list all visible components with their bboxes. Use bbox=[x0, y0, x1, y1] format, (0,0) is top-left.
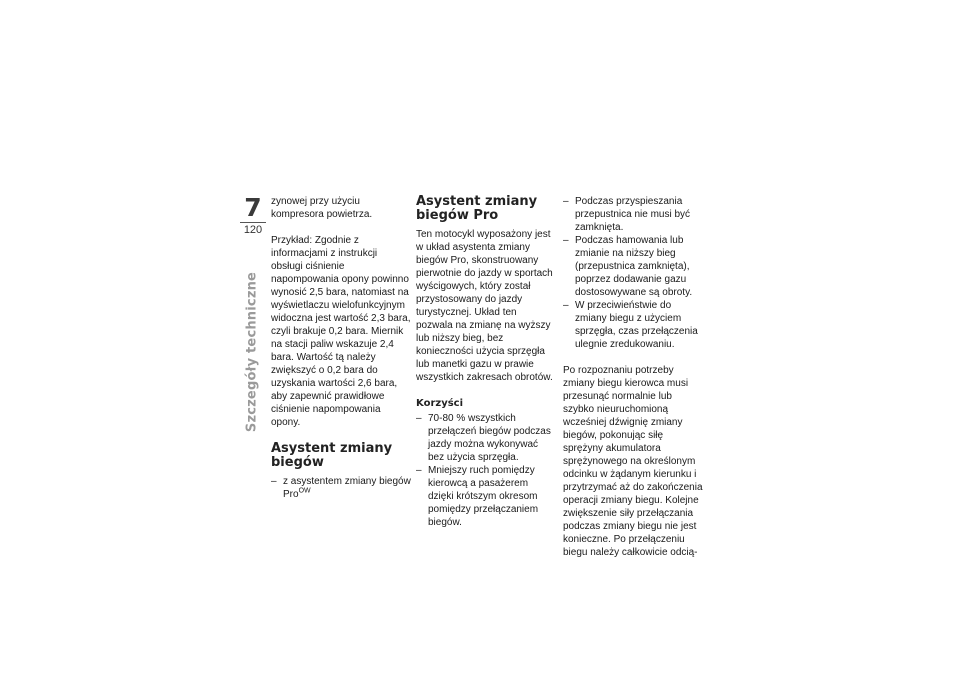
list-item bbox=[271, 475, 411, 501]
list-item: – Podczas przyspieszania przepustnica nie musi być zamknięta. bbox=[563, 195, 703, 234]
list-item: – Mniejszy ruch pomiędzy kierowcą a pasażerem dzięki krótszym okresom pomiędzy przełączaniem biegów. bbox=[416, 464, 556, 529]
section-title-vertical: Szczegóły techniczne bbox=[244, 271, 260, 433]
list-item: – 70-80 % wszystkich przełączeń biegów podczas jazdy można wykonywać bez użycia sprzęgła. bbox=[416, 412, 556, 464]
paragraph-example: Przykład: Zgodnie z informacjami z instrukcji obsługi ciśnienie napompowania opony powinno wynosić 2,5 bara, natomiast na wyświetlaczu wielofunkcyjnym widoczna jest wartość 2,3 bara, czyli brakuje 0,2 bara. Miernik na stacji paliw wskazuje 2,4 bara. Wartość tą należy zwiększyć o 0,2 bara do uzyskania wartości 2,6 bara, aby zapewnić prawidłowe ciśnienie napompowania opony. bbox=[271, 235, 411, 428]
column-2 bbox=[416, 195, 556, 542]
benefits-list-continued bbox=[563, 195, 703, 351]
list-item-text: z asystentem zmiany biegów Pro bbox=[283, 476, 411, 500]
column-1 bbox=[271, 195, 411, 514]
heading-gear-shift-assistant: Asystent zmiany biegów bbox=[271, 441, 393, 470]
benefits-list bbox=[416, 412, 556, 529]
page-number: 120 bbox=[243, 224, 263, 236]
column-3 bbox=[563, 195, 703, 572]
equipment-list bbox=[271, 475, 411, 501]
paragraph-intro: Ten motocykl wyposażony jest w układ asystenta zmiany biegów Pro, skonstruowany pierwotnie do jazdy w sportach wyścigowych, który został przystosowany do jazdy turystycznej. Układ ten pozwala na zmianę na wyższy lub niższy bieg, bez konieczności użycia sprzęgła lub manetki gazu w prawie wszystkich zakresach obrotów. bbox=[416, 229, 553, 383]
paragraph-operation: Po rozpoznaniu potrzeby zmiany biegu kierowca musi przesunąć normalnie lub szybko nieuruchomioną wcześniej dźwignię zmiany biegów, pokonując siłę sprężyny akumulatora sprężynowego na określonym odcinku w żądanym kierunku i przytrzymać aż do zakończenia operacji zmiany biegu. Kolejne zwiększenie siły przełączania podczas zmiany biegu nie jest konieczne. Po przełączeniu biegu należy całkowicie odcią- bbox=[563, 365, 703, 558]
heading-gear-shift-assistant-pro: Asystent zmiany biegów Pro bbox=[416, 194, 538, 223]
list-item: – W przeciwieństwie do zmiany biegu z użyciem sprzęgła, czas przełączenia ulegnie zredukowaniu. bbox=[563, 299, 703, 351]
option-superscript: OW bbox=[298, 487, 311, 495]
subheading-benefits: Korzyści bbox=[416, 398, 464, 409]
list-item: – Podczas hamowania lub zmianie na niższy bieg (przepustnica zamknięta), poprzez dodawanie gazu dostosowywane są obroty. bbox=[563, 234, 703, 299]
chapter-number: 7 bbox=[244, 193, 262, 222]
paragraph-continuation: zynowej przy użyciu kompresora powietrza. bbox=[271, 196, 373, 220]
